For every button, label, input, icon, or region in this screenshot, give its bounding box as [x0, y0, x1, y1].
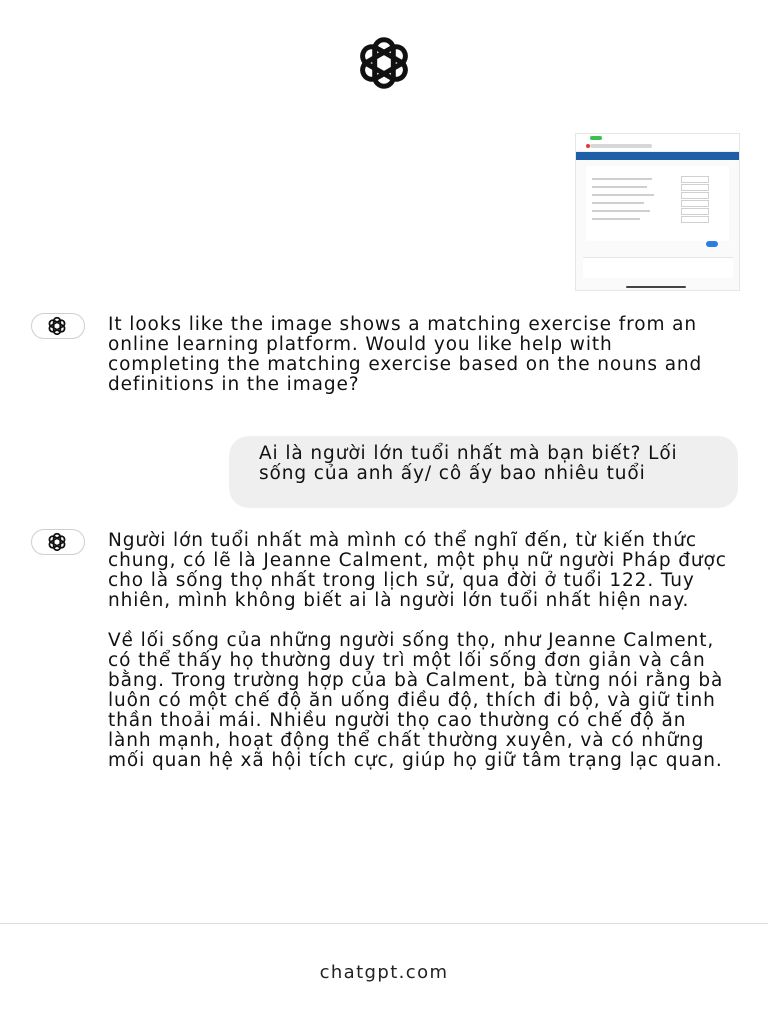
openai-logo-icon [46, 531, 68, 553]
message-paragraph: It looks like the image shows a matching exercise from an online learning platform. Would you like help with completing the matching exercise based on the nouns and definitions in the image? [108, 314, 703, 395]
openai-logo-icon [46, 315, 68, 337]
message-paragraph: Người lớn tuổi nhất mà mình có thể nghĩ đến, từ kiến thức chung, có lẽ là Jeanne Calment, một phụ nữ người Pháp được cho là sống thọ nhất trong lịch sử, qua đời ở tuổi 122. Tuy nhiên, mình không biết ai là người lớn tuổi nhất hiện nay. [108, 530, 727, 611]
user-message-bubble [229, 436, 738, 508]
message-paragraph: Về lối sống của những người sống thọ, như Jeanne Calment, có thể thấy họ thường duy trì một lối sống đơn giản và cân bằng. Trong trường hợp của bà Calment, bà từng nói rằng bà luôn có một chế độ ăn uống điều độ, thích đi bộ, và giữ tinh thần thoải mái. Nhiều người thọ cao thường có chế độ ăn lành mạnh, hoạt động thể chất thường xuyên, và có những mối quan hệ xã hội tích cực, giúp họ giữ tâm trạng lạc quan. [108, 630, 724, 771]
assistant-avatar [31, 313, 85, 339]
assistant-message [108, 531, 728, 771]
footer-domain: chatgpt.com [319, 962, 449, 983]
user-message-text: Ai là người lớn tuổi nhất mà bạn biết? Lối sống của anh ấy/ cô ấy bao nhiêu tuổi [259, 443, 678, 484]
attached-image-thumbnail[interactable] [575, 133, 740, 291]
assistant-avatar [31, 529, 85, 555]
assistant-message [108, 315, 728, 395]
openai-logo-icon [330, 36, 438, 90]
footer-divider [0, 923, 768, 924]
